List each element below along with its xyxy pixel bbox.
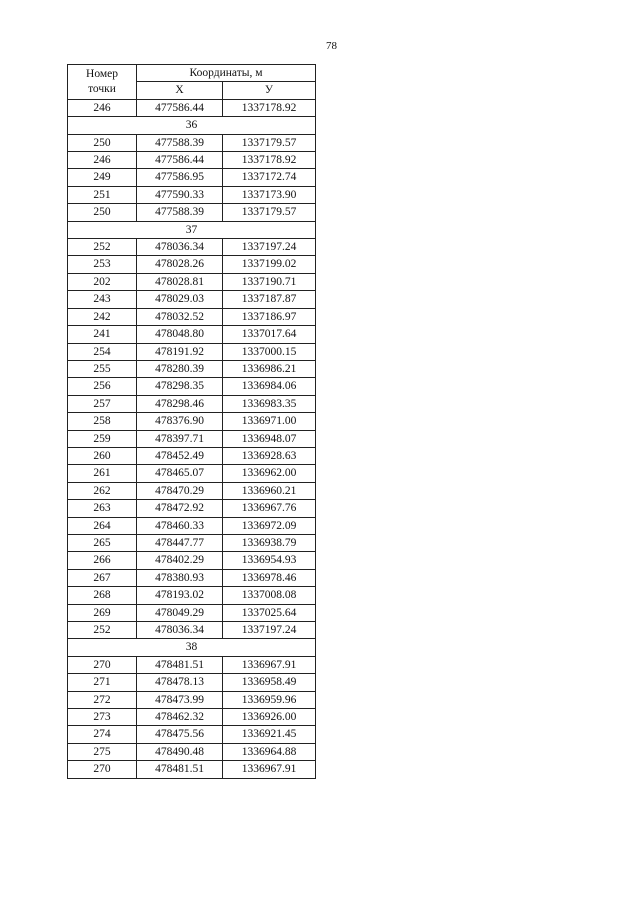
x-coordinate-cell: 478397.71 — [137, 430, 223, 447]
table-row — [68, 517, 316, 534]
y-coordinate-cell: 1337172.74 — [223, 169, 316, 186]
point-number-cell: 271 — [68, 674, 137, 691]
table-row — [68, 134, 316, 151]
point-number-cell: 261 — [68, 465, 137, 482]
x-column-header: Х — [137, 82, 223, 99]
table-row — [68, 552, 316, 569]
coordinates-header: Координаты, м — [137, 65, 316, 82]
y-coordinate-cell: 1337179.57 — [223, 134, 316, 151]
x-coordinate-cell: 478048.80 — [137, 326, 223, 343]
point-number-cell: 262 — [68, 482, 137, 499]
section-label: 37 — [68, 221, 316, 238]
point-number-cell: 202 — [68, 273, 137, 290]
table-row — [68, 291, 316, 308]
x-coordinate-cell: 478191.92 — [137, 343, 223, 360]
section-label: 36 — [68, 117, 316, 134]
page-number: 78 — [326, 40, 337, 52]
y-column-header: У — [223, 82, 316, 99]
table-row — [68, 761, 316, 778]
x-coordinate-cell: 478298.46 — [137, 395, 223, 412]
y-coordinate-cell: 1336962.00 — [223, 465, 316, 482]
x-coordinate-cell: 478298.35 — [137, 378, 223, 395]
point-number-cell: 256 — [68, 378, 137, 395]
table-row — [68, 99, 316, 116]
table-row — [68, 152, 316, 169]
y-coordinate-cell: 1336984.06 — [223, 378, 316, 395]
table-row — [68, 587, 316, 604]
y-coordinate-cell: 1337178.92 — [223, 99, 316, 116]
point-number-cell: 263 — [68, 500, 137, 517]
point-number-cell: 272 — [68, 691, 137, 708]
table-body — [68, 99, 316, 778]
y-coordinate-cell: 1336948.07 — [223, 430, 316, 447]
point-number-cell: 258 — [68, 413, 137, 430]
y-coordinate-cell: 1337000.15 — [223, 343, 316, 360]
table-row — [68, 360, 316, 377]
point-number-cell: 273 — [68, 709, 137, 726]
section-header-row — [68, 117, 316, 134]
table-row — [68, 395, 316, 412]
section-label: 38 — [68, 639, 316, 656]
x-coordinate-cell: 478028.81 — [137, 273, 223, 290]
x-coordinate-cell: 477586.95 — [137, 169, 223, 186]
section-header-row — [68, 221, 316, 238]
table-row — [68, 691, 316, 708]
x-coordinate-cell: 478452.49 — [137, 447, 223, 464]
x-coordinate-cell: 477588.39 — [137, 134, 223, 151]
x-coordinate-cell: 478028.26 — [137, 256, 223, 273]
y-coordinate-cell: 1337173.90 — [223, 186, 316, 203]
x-coordinate-cell: 477586.44 — [137, 152, 223, 169]
point-number-cell: 268 — [68, 587, 137, 604]
y-coordinate-cell: 1336967.91 — [223, 761, 316, 778]
x-coordinate-cell: 478481.51 — [137, 656, 223, 673]
point-number-cell: 267 — [68, 569, 137, 586]
x-coordinate-cell: 478032.52 — [137, 308, 223, 325]
x-coordinate-cell: 478472.92 — [137, 500, 223, 517]
x-coordinate-cell: 477590.33 — [137, 186, 223, 203]
table-row — [68, 169, 316, 186]
table-row — [68, 534, 316, 551]
x-coordinate-cell: 478029.03 — [137, 291, 223, 308]
point-number-cell: 252 — [68, 239, 137, 256]
x-coordinate-cell: 478465.07 — [137, 465, 223, 482]
point-number-cell: 253 — [68, 256, 137, 273]
table-row — [68, 430, 316, 447]
table-row — [68, 709, 316, 726]
x-coordinate-cell: 478481.51 — [137, 761, 223, 778]
y-coordinate-cell: 1336959.96 — [223, 691, 316, 708]
x-coordinate-cell: 478380.93 — [137, 569, 223, 586]
y-coordinate-cell: 1336926.00 — [223, 709, 316, 726]
y-coordinate-cell: 1336964.88 — [223, 743, 316, 760]
table-row — [68, 343, 316, 360]
y-coordinate-cell: 1336921.45 — [223, 726, 316, 743]
table-row — [68, 447, 316, 464]
y-coordinate-cell: 1336972.09 — [223, 517, 316, 534]
table-row — [68, 604, 316, 621]
coordinates-table — [67, 64, 316, 779]
point-number-cell: 246 — [68, 152, 137, 169]
table-row — [68, 204, 316, 221]
x-coordinate-cell: 477586.44 — [137, 99, 223, 116]
table-row — [68, 500, 316, 517]
y-coordinate-cell: 1337190.71 — [223, 273, 316, 290]
y-coordinate-cell: 1336967.76 — [223, 500, 316, 517]
point-number-cell: 251 — [68, 186, 137, 203]
point-number-cell: 270 — [68, 761, 137, 778]
y-coordinate-cell: 1337199.02 — [223, 256, 316, 273]
point-number-cell: 270 — [68, 656, 137, 673]
point-number-cell: 259 — [68, 430, 137, 447]
y-coordinate-cell: 1336954.93 — [223, 552, 316, 569]
table-row — [68, 569, 316, 586]
x-coordinate-cell: 478036.34 — [137, 239, 223, 256]
y-coordinate-cell: 1337178.92 — [223, 152, 316, 169]
y-coordinate-cell: 1336983.35 — [223, 395, 316, 412]
point-number-cell: 255 — [68, 360, 137, 377]
table-row — [68, 378, 316, 395]
y-coordinate-cell: 1336958.49 — [223, 674, 316, 691]
point-number-cell: 242 — [68, 308, 137, 325]
table-row — [68, 326, 316, 343]
y-coordinate-cell: 1336928.63 — [223, 447, 316, 464]
x-coordinate-cell: 478460.33 — [137, 517, 223, 534]
table-row — [68, 273, 316, 290]
table-row — [68, 256, 316, 273]
table-row — [68, 482, 316, 499]
x-coordinate-cell: 478402.29 — [137, 552, 223, 569]
x-coordinate-cell: 478490.48 — [137, 743, 223, 760]
point-number-cell: 250 — [68, 204, 137, 221]
y-coordinate-cell: 1336971.00 — [223, 413, 316, 430]
point-number-cell: 254 — [68, 343, 137, 360]
point-number-cell: 257 — [68, 395, 137, 412]
x-coordinate-cell: 478193.02 — [137, 587, 223, 604]
y-coordinate-cell: 1337197.24 — [223, 622, 316, 639]
table-row — [68, 308, 316, 325]
table-row — [68, 674, 316, 691]
point-number-cell: 241 — [68, 326, 137, 343]
table-row — [68, 622, 316, 639]
x-coordinate-cell: 478462.32 — [137, 709, 223, 726]
y-coordinate-cell: 1337179.57 — [223, 204, 316, 221]
y-coordinate-cell: 1337186.97 — [223, 308, 316, 325]
y-coordinate-cell: 1336978.46 — [223, 569, 316, 586]
point-number-cell: 266 — [68, 552, 137, 569]
table-row — [68, 656, 316, 673]
y-coordinate-cell: 1336938.79 — [223, 534, 316, 551]
point-number-cell: 246 — [68, 99, 137, 116]
x-coordinate-cell: 478447.77 — [137, 534, 223, 551]
point-number-header-line2: точки — [88, 82, 116, 95]
point-number-cell: 269 — [68, 604, 137, 621]
y-coordinate-cell: 1337017.64 — [223, 326, 316, 343]
y-coordinate-cell: 1337008.08 — [223, 587, 316, 604]
point-number-cell: 260 — [68, 447, 137, 464]
table-row — [68, 239, 316, 256]
table-row — [68, 186, 316, 203]
x-coordinate-cell: 478478.13 — [137, 674, 223, 691]
y-coordinate-cell: 1336960.21 — [223, 482, 316, 499]
x-coordinate-cell: 477588.39 — [137, 204, 223, 221]
x-coordinate-cell: 478049.29 — [137, 604, 223, 621]
x-coordinate-cell: 478376.90 — [137, 413, 223, 430]
y-coordinate-cell: 1336967.91 — [223, 656, 316, 673]
point-number-cell: 265 — [68, 534, 137, 551]
point-number-header-line1: Номер — [86, 67, 118, 80]
point-number-cell: 275 — [68, 743, 137, 760]
point-number-cell: 252 — [68, 622, 137, 639]
x-coordinate-cell: 478036.34 — [137, 622, 223, 639]
point-number-cell: 264 — [68, 517, 137, 534]
table-header — [68, 65, 316, 100]
x-coordinate-cell: 478473.99 — [137, 691, 223, 708]
point-number-header — [68, 65, 137, 100]
x-coordinate-cell: 478470.29 — [137, 482, 223, 499]
table-row — [68, 743, 316, 760]
y-coordinate-cell: 1337187.87 — [223, 291, 316, 308]
point-number-cell: 243 — [68, 291, 137, 308]
table-row — [68, 726, 316, 743]
x-coordinate-cell: 478475.56 — [137, 726, 223, 743]
table-row — [68, 413, 316, 430]
y-coordinate-cell: 1336986.21 — [223, 360, 316, 377]
x-coordinate-cell: 478280.39 — [137, 360, 223, 377]
point-number-cell: 249 — [68, 169, 137, 186]
point-number-cell: 274 — [68, 726, 137, 743]
y-coordinate-cell: 1337197.24 — [223, 239, 316, 256]
point-number-cell: 250 — [68, 134, 137, 151]
table-row — [68, 465, 316, 482]
section-header-row — [68, 639, 316, 656]
y-coordinate-cell: 1337025.64 — [223, 604, 316, 621]
